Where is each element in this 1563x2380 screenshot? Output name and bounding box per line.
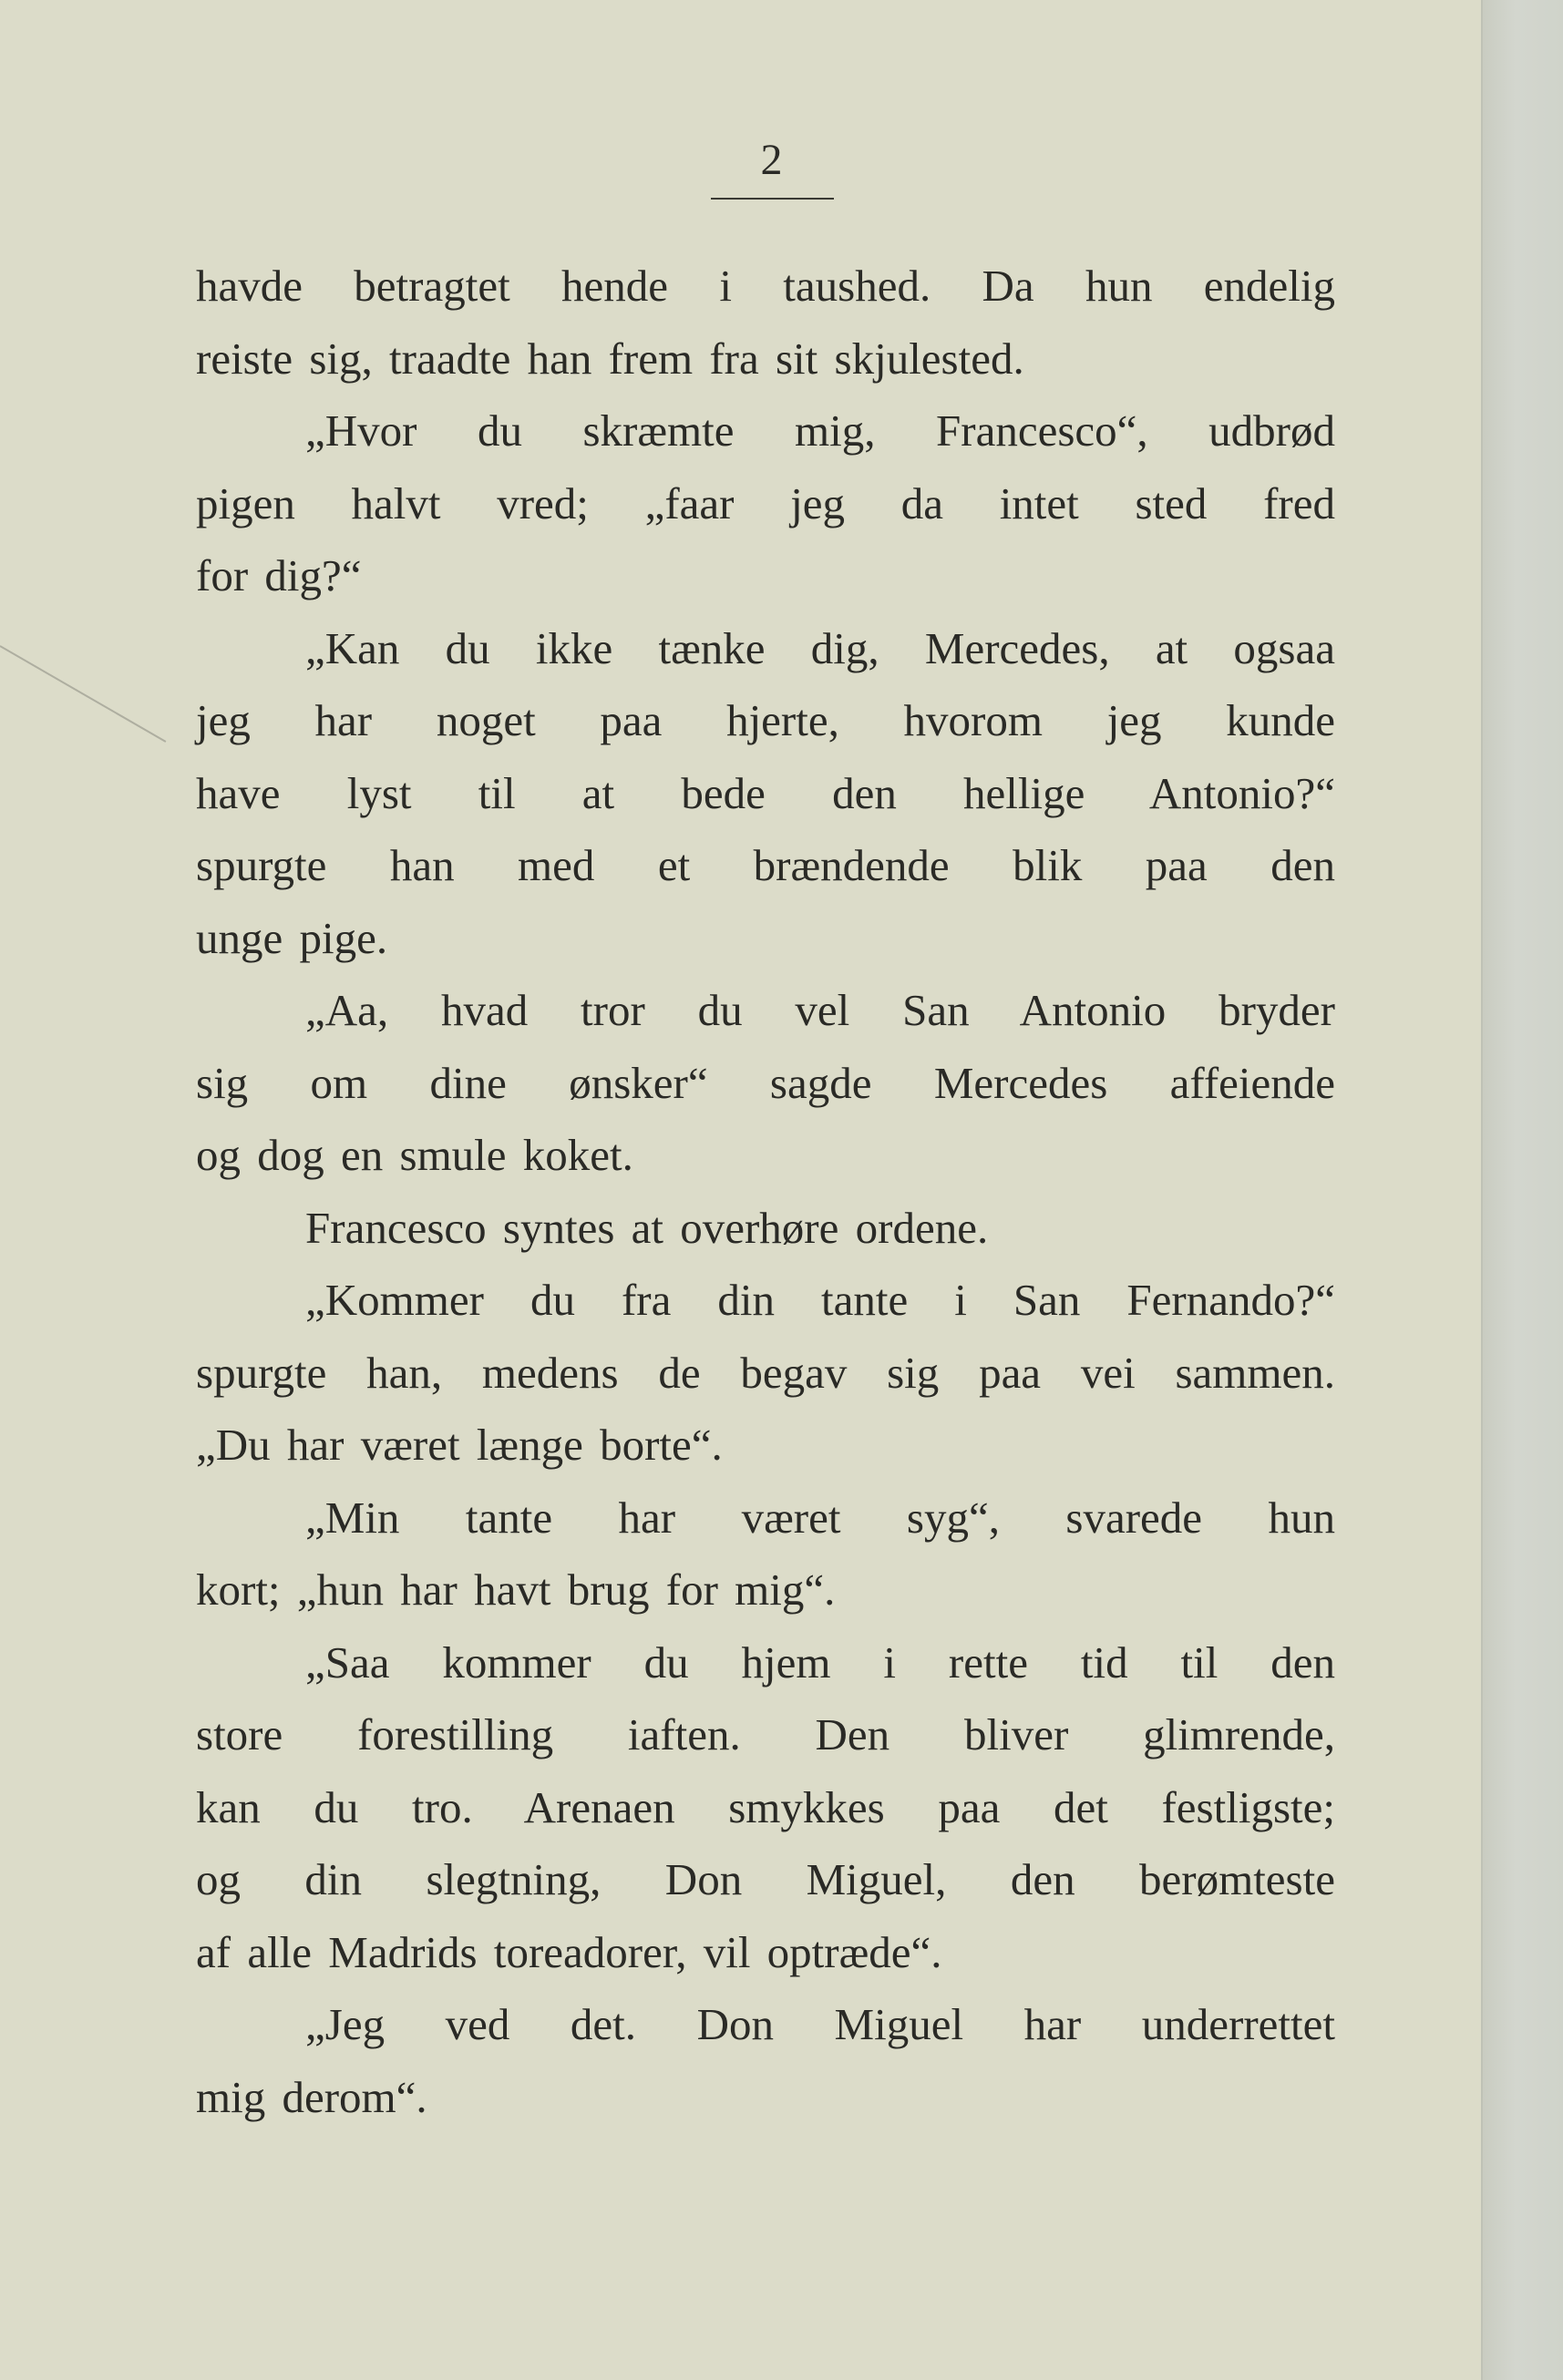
text-line: store forestilling iaften. Den bliver glimrende, bbox=[196, 1709, 1335, 1759]
text-line: af alle Madrids toreadorer, vil optræde“. bbox=[196, 1926, 942, 1977]
paragraph bbox=[196, 250, 1335, 395]
text-line: „Jeg ved det. Don Miguel har underrettet bbox=[305, 1999, 1335, 2049]
text-line: „Hvor du skræmte mig, Francesco“, udbrød bbox=[305, 405, 1335, 456]
page-number-rule bbox=[711, 198, 834, 200]
text-line: unge pige. bbox=[196, 912, 388, 963]
text-line: spurgte han med et brændende blik paa den bbox=[196, 840, 1335, 890]
paragraph bbox=[196, 1626, 1335, 1989]
text-line: Francesco syntes at overhøre ordene. bbox=[305, 1202, 989, 1253]
text-line: jeg har noget paa hjerte, hvorom jeg kunde bbox=[196, 695, 1335, 745]
text-line: og din slegtning, Don Miguel, den berømteste bbox=[196, 1854, 1335, 1904]
paragraph bbox=[196, 1482, 1335, 1626]
text-line: „Min tante har været syg“, svarede hun bbox=[305, 1492, 1335, 1543]
text-line: sig om dine ønsker“ sagde Mercedes affeiende bbox=[196, 1057, 1335, 1108]
text-line: for dig?“ bbox=[196, 550, 362, 600]
pencil-mark bbox=[0, 645, 166, 743]
text-line: reiste sig, traadte han frem fra sit skjulested. bbox=[196, 333, 1024, 384]
text-line: have lyst til at bede den hellige Antonio?“ bbox=[196, 767, 1335, 818]
paragraph bbox=[196, 612, 1335, 975]
page-number: 2 bbox=[760, 136, 785, 184]
paragraph bbox=[196, 1192, 1335, 1265]
text-line: mig derom“. bbox=[196, 2071, 427, 2122]
text-line: kort; „hun har havt brug for mig“. bbox=[196, 1564, 836, 1615]
page-edge bbox=[1481, 0, 1563, 2380]
text-line: og dog en smule koket. bbox=[196, 1130, 633, 1180]
text-line: „Saa kommer du hjem i rette tid til den bbox=[305, 1636, 1335, 1688]
text-line: „Kan du ikke tænke dig, Mercedes, at ogsaa bbox=[305, 622, 1335, 673]
text-line: havde betragtet hende i taushed. Da hun endelig bbox=[196, 261, 1335, 311]
body-text bbox=[196, 250, 1335, 2133]
text-line: kan du tro. Arenaen smykkes paa det festligste; bbox=[196, 1781, 1335, 1832]
text-line: pigen halvt vred; „faar jeg da intet sted fred bbox=[196, 477, 1335, 528]
text-line: spurgte han, medens de begav sig paa vei sammen. bbox=[196, 1347, 1335, 1398]
paragraph bbox=[196, 1988, 1335, 2133]
text-line: „Kommer du fra din tante i San Fernando?“ bbox=[305, 1275, 1335, 1325]
text-line: „Aa, hvad tror du vel San Antonio bryder bbox=[305, 985, 1335, 1035]
paragraph bbox=[196, 1264, 1335, 1482]
text-line: „Du har været længe borte“. bbox=[196, 1420, 723, 1470]
paragraph bbox=[196, 395, 1335, 612]
paragraph bbox=[196, 974, 1335, 1192]
